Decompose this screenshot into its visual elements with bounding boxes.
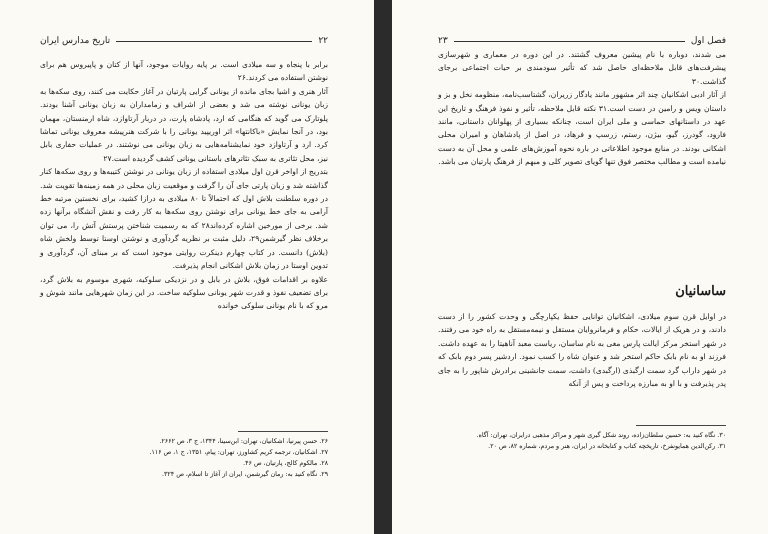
paragraph: برابر با پنجاه و سه میلادی است. بر پایه روایات موجود، آنها از کتان و پاپیروس هم برای نوشتن استفاده می کردند.۲۶ (40, 60, 328, 83)
right-body-text (438, 48, 726, 169)
left-page-number: ۲۲ (318, 36, 328, 46)
header-rule (454, 41, 685, 42)
paragraph: علاوه بر اقدامات فوق، بلاش در بابل و در نزدیکی سلوکیه، شهری موسوم به بلاش گرد، برای تضعیف نفوذ و قدرت شهر یونانی سلوکیه ساخت. در این زمان شهرهایی مانند شوش و مرو که با نام یونانی سلوکی خوانده (40, 274, 328, 311)
left-running-title: تاریخ مدارس ایران (40, 36, 111, 46)
paragraph: بتدریج از اواخر قرن اول میلادی استفاده از زبان یونانی در نوشتن کتیبه‌ها و روی سکه‌ها کنار گذاشته شد و زبان پارتی جای آن را گرفت و موقعیت زبان محلی در همه زمینه‌ها تقویت شد. در دوره سلطنت بلاش اول که احتمالاً تا ۸۰ میلادی به درازا کشید، برای نخستین مرتبه خط آرامی به جای خط یونانی برای نوشتن روی سکه‌ها به کار رفت و نقش آتشگاه برآنها زده شد. برخی از مورخین اشاره کرده‌اند۲۸ که به رسمیت شناختن پرستش آتش را، می توان برخلاف نظر گیرشمن۲۹، دلیل مثبت بر نظریه گردآوری و نوشتن اوستا توسط ولخش شاه (بلاش) دانست. در کتاب چهارم دینکرت روایتی موجود است که بر مبنای آن، گردآوری و تدوین اوستا در زمان بلاش اشکانی انجام پذیرفت. (40, 167, 329, 271)
paragraph: می شدند، دوباره با نام پیشین معروف گشتند. در این دوره در معماری و شهرسازی پیشرفت‌های قابل ملاحظه‌ای حاصل شد که تأثیر سودمندی بر حیات اجتماعی برجای گذاشت.۳۰ (438, 50, 726, 86)
footnote: ۳۱. رکن‌الدین همایونفرخ، تاریخچه کتاب و کتابخانه در ایران، هنر و مردم، شماره ۸۲، ص ۲۰. (488, 443, 726, 450)
paragraph: از آثار ادبی اشکانیان چند اثر مشهور مانند یادگار زریران، گشتاسب‌نامه، منظومه نخل و بز و داستان ویس و رامین در دست است.۳۱ نکته قابل ملاحظه، تأثیر و نفوذ فرهنگ و تاریخ این عهد در داستانهای حماسی و ملی ایران است، چنانکه بسیاری از پهلوانان داستانی، مانند فارود، گودرز، گیو، بیژن، رستم، زرسپ و فرهاد، در اصل از پادشاهان و امیران محلی اشکانی بودند. در منابع موجود اطلاعاتی در باره نحوه آموزش‌های علمی و محل آن به دست نیامده است و مطالب مختصر فوق تنها گویای تصویر کلی و مبهم از فرهنگ پارتیان می باشد. (438, 90, 726, 167)
section-heading: ساسانیان (675, 284, 726, 299)
left-page (0, 0, 374, 534)
left-footnotes (40, 436, 328, 480)
right-page (392, 0, 768, 534)
section-body-text (438, 310, 726, 390)
footnote-rule (238, 431, 328, 432)
footnote: ۳۰. نگاه کنید به: حسین سلطان‌زاده، روند شکل گیری شهر و مراکز مذهبی درایران، تهران: آگاه. (476, 432, 726, 439)
footnote: ۲۸. مالکوم کالج، پارتیان، ص ۴۶. (243, 460, 328, 467)
right-page-number: ۲۳ (438, 36, 448, 46)
header-rule (116, 41, 312, 42)
left-running-header (40, 36, 328, 46)
paragraph: آثار هنری و اشیا بجای مانده از یونانی گرایی پارتیان در آغاز حکایت می کنند، روی سکه‌ها به زبان یونانی نوشته می شد و بعضی از اشراف و زمامداران به زبان یونانی آشنا بودند. پلوتارک می گوید که هنگامی که ارد، پادشاه پارت، در دربار آرتاوازد، شاه ارمنستان، مهمان بود، در آنجا نمایش «باکانتها» اثر اوریپید یونانی را با شرکت هنرپیشه معروف یونانی تماشا کرد. ارد و آرتاوازد خود نمایشنامه‌هایی به زبان یونانی می نوشتند. در عملیات حفاری بابل نیز، محل تئاتری به سبک تئاترهای باستانی یونانی کشف گردیده است.۲۷ (40, 86, 328, 163)
left-body-text (40, 58, 328, 313)
footnote: ۲۶. حسن پیرنیا، اشکانیان، تهران: ابن‌سینا، ۱۳۴۴، ج ۳، ص ۲۶۶۲. (159, 438, 328, 445)
footnote-rule (636, 425, 726, 426)
book-gutter (374, 0, 392, 534)
right-running-header (438, 36, 726, 46)
footnote: ۲۷. اشکانیان، ترجمه کریم کشاورز، تهران: پیام، ۱۳۵۱، ج ۱، ص ۱۱۶. (149, 449, 328, 456)
footnote: ۲۹. نگاه کنید به: رمان گیرشمن، ایران از آغاز تا اسلام، ص ۳۲۴. (162, 471, 328, 478)
right-running-title: فصل اول (690, 36, 726, 46)
right-footnotes (438, 430, 726, 452)
paragraph: در اوایل قرن سوم میلادی، اشکانیان توانایی حفظ یکپارچگی و وحدت کشور را از دست دادند، و در هریک از ایالات، حکام و فرمانروایان مستقل و نیمه‌مستقل به راه خود می رفتند. در شهر استخر مرکز ایالت پارس مغی به نام ساسان، ریاست معبد آناهیتا را به عهده داشت. فرزند او به نام بابک حاکم استخر شد و عنوان شاه را کسب نمود. اردشیر پسر دوم بابک که در شهر داراب گرد سمت ارگبذی (ارگبدی) داشت، سمت جانشینی برادرش شاپور را به جای پدر پذیرفت و با او به مبارزه پرداخت و پس از آنکه (438, 312, 726, 389)
